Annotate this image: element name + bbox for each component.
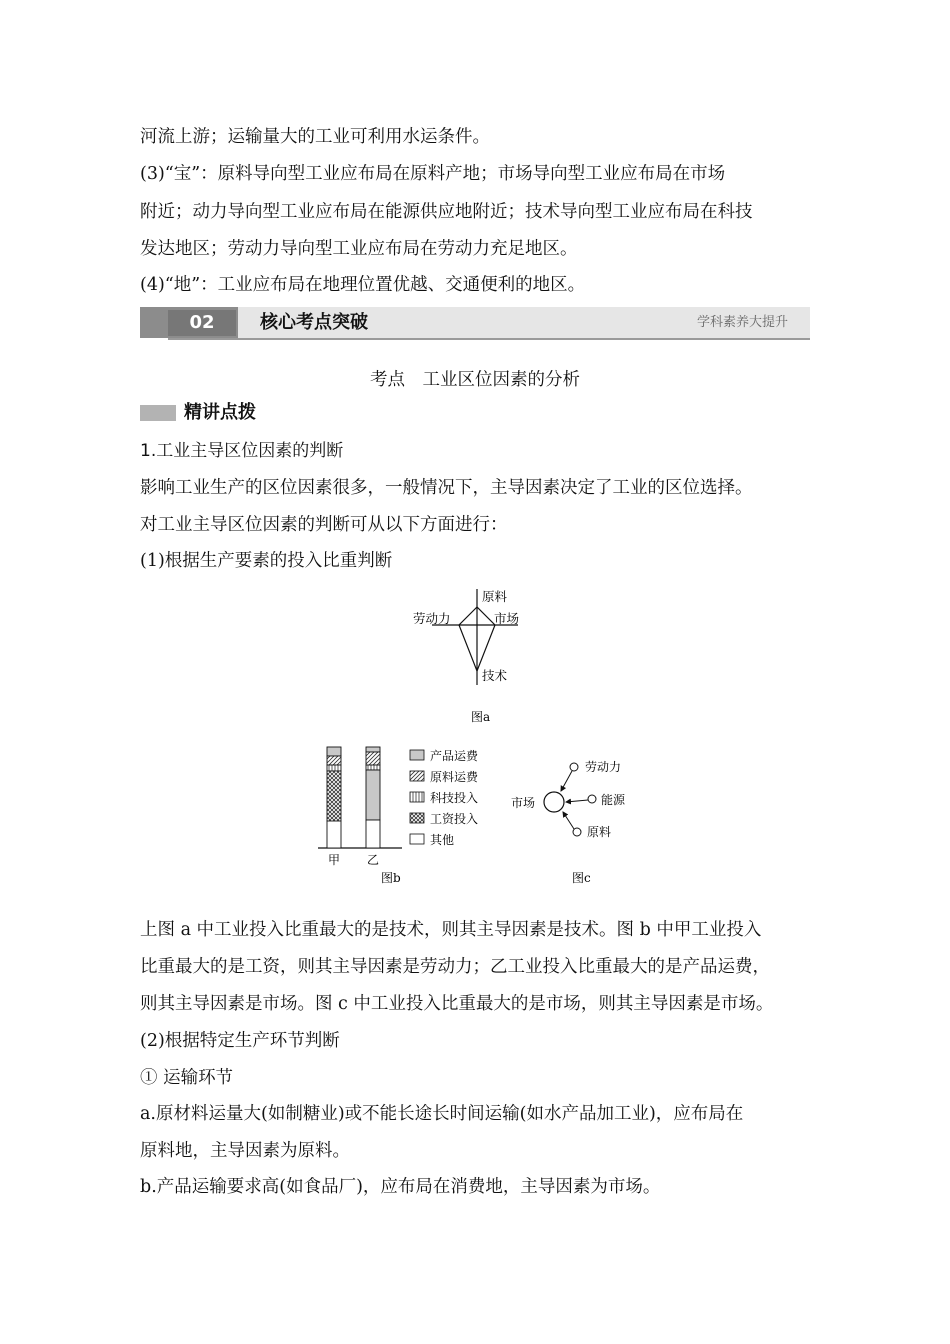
section-subtitle: 学科素养大提升 [696, 315, 788, 330]
bar-jia [327, 747, 341, 848]
heading-1: 1.工业主导区位因素的判断 [140, 441, 344, 461]
figure-a [400, 585, 550, 730]
energy-node [588, 795, 596, 803]
energy-label: 能源 [601, 793, 626, 807]
paragraph-9: a.原材料运量大(如制糖业)或不能长途长时间运输(如水产品加工业)，应布局在 [140, 1104, 744, 1124]
legend-item: 其他 [430, 833, 455, 847]
market-node [544, 792, 564, 812]
figure-c [505, 752, 635, 890]
section-number: 02 [189, 312, 215, 333]
material-label: 原料 [587, 825, 612, 839]
figure-c-caption: 图c [572, 871, 591, 885]
bar-label-yi: 乙 [367, 853, 380, 867]
figure-a-label-top: 原料 [482, 589, 508, 604]
legend-item: 产品运费 [430, 749, 479, 763]
paragraph-1: 影响工业生产的区位因素很多，一般情况下，主导因素决定了工业的区位选择。 [140, 478, 753, 498]
text-line-4: 发达地区；劳动力导向型工业应布局在劳动力充足地区。 [140, 239, 578, 259]
figure-b-caption: 图b [381, 871, 401, 885]
topic-title: 考点 工业区位因素的分析 [370, 370, 580, 390]
paragraph-10: 原料地，主导因素为原料。 [140, 1141, 350, 1161]
text-line-1: 河流上游；运输量大的工业可利用水运条件。 [140, 127, 490, 147]
market-label: 市场 [511, 796, 536, 810]
figure-a-label-left: 劳动力 [413, 611, 451, 626]
figure-b-legend [410, 748, 479, 847]
figure-a-label-bottom: 技术 [482, 668, 508, 683]
paragraph-5: 比重最大的是工资，则其主导因素是劳动力；乙工业投入比重最大的是产品运费， [140, 957, 770, 977]
paragraph-7: (2)根据特定生产环节判断 [140, 1031, 340, 1051]
material-node [573, 828, 581, 836]
text-line-5: (4)“地”：工业应布局在地理位置优越、交通便利的地区。 [140, 275, 586, 295]
subsection-marker [140, 405, 176, 421]
banner-underline [168, 338, 810, 340]
labor-label: 劳动力 [585, 760, 622, 774]
paragraph-8: ① 运输环节 [140, 1068, 234, 1088]
text-line-3: 附近；动力导向型工业应布局在能源供应地附近；技术导向型工业应布局在科技 [140, 202, 753, 222]
paragraph-6: 则其主导因素是市场。图 c 中工业投入比重最大的是市场，则其主导因素是市场。 [140, 994, 774, 1014]
bar-yi [366, 747, 380, 848]
subsection-title: 精讲点拨 [184, 402, 256, 423]
paragraph-3: (1)根据生产要素的投入比重判断 [140, 551, 393, 571]
legend-item: 工资投入 [430, 812, 479, 826]
section-banner [140, 307, 810, 340]
text-line-2: (3)“宝”：原料导向型工业应布局在原料产地；市场导向型工业应布局在市场 [140, 164, 726, 184]
labor-node [570, 763, 578, 771]
section-title: 核心考点突破 [260, 312, 368, 333]
figure-a-caption: 图a [471, 710, 491, 724]
legend-item: 科技投入 [430, 791, 479, 805]
paragraph-4: 上图 a 中工业投入比重最大的是技术，则其主导因素是技术。图 b 中甲工业投入 [140, 920, 762, 940]
figure-a-label-right: 市场 [494, 611, 520, 626]
legend-item: 原料运费 [430, 770, 479, 784]
paragraph-2: 对工业主导区位因素的判断可从以下方面进行： [140, 515, 508, 535]
figure-b [310, 740, 495, 890]
bar-label-jia: 甲 [328, 853, 341, 867]
paragraph-11: b.产品运输要求高(如食品厂)，应布局在消费地，主导因素为市场。 [140, 1177, 661, 1197]
